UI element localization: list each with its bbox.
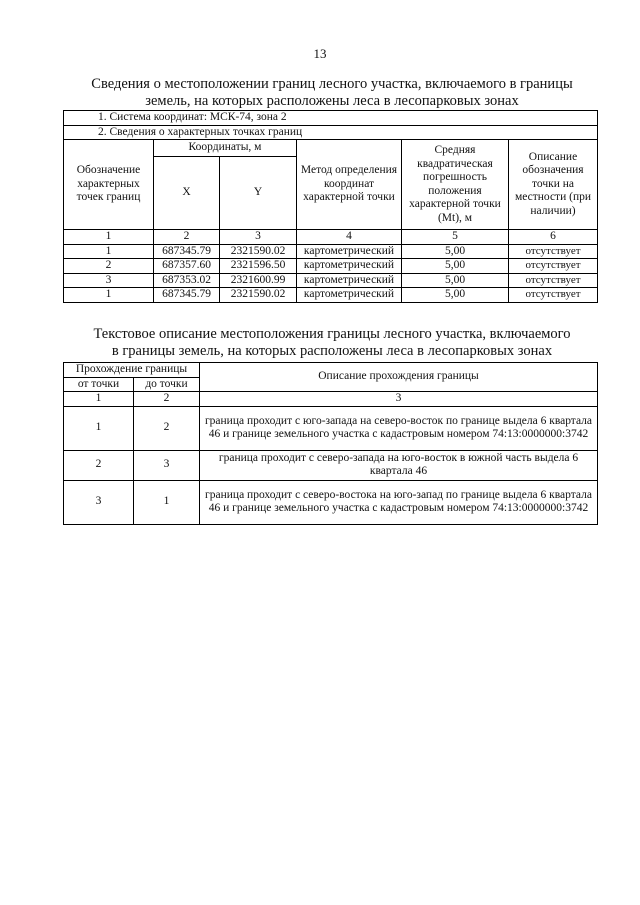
section1-title-line1: Сведения о местоположении границ лесного участка, включаемого в границы	[91, 76, 573, 92]
to-point: 3	[134, 450, 200, 480]
boundary-points-table	[63, 110, 598, 303]
desc-value: отсутствует	[509, 259, 598, 274]
header-coordinates: Координаты, м	[154, 140, 297, 157]
col-number: 1	[64, 230, 154, 245]
table-row	[64, 406, 598, 450]
points-info-row: 2. Сведения о характерных точках границ	[64, 125, 598, 140]
col-number: 5	[402, 230, 509, 245]
table-row	[64, 288, 598, 303]
header-method: Метод определения координат характерной точки	[297, 140, 402, 230]
to-point: 1	[134, 480, 200, 524]
y-value: 2321590.02	[220, 288, 297, 303]
col-number: 4	[297, 230, 402, 245]
from-point: 1	[64, 406, 134, 450]
section2-title-line2: в границы земель, на которых расположены леса в лесопарковых зонах	[111, 343, 553, 359]
coordinate-system-row: 1. Система координат: МСК-74, зона 2	[64, 111, 598, 126]
point-id: 3	[64, 273, 154, 288]
to-point: 2	[134, 406, 200, 450]
method-value: картометрический	[297, 288, 402, 303]
header-from-point: от точки	[64, 377, 134, 392]
method-value: картометрический	[297, 244, 402, 259]
error-value: 5,00	[402, 288, 509, 303]
x-value: 687353.02	[154, 273, 220, 288]
header-passage-description: Описание прохождения границы	[200, 363, 598, 392]
header-x: X	[154, 157, 220, 230]
col-number: 1	[64, 392, 134, 407]
passage-description: граница проходит с северо-запада на юго-восток в южной часть выдела 6 квартала 46	[200, 450, 598, 480]
col-number: 2	[154, 230, 220, 245]
desc-value: отсутствует	[509, 288, 598, 303]
table-row	[64, 273, 598, 288]
header-error: Средняя квадратическая погрешность положения характерной точки (Mt), м	[402, 140, 509, 230]
header-passage: Прохождение границы	[64, 363, 200, 378]
point-id: 1	[64, 288, 154, 303]
table-row	[64, 450, 598, 480]
error-value: 5,00	[402, 244, 509, 259]
col-number: 6	[509, 230, 598, 245]
table-row	[64, 244, 598, 259]
section1-title	[62, 76, 602, 110]
header-description: Описание обозначения точки на местности (при наличии)	[509, 140, 598, 230]
y-value: 2321600.99	[220, 273, 297, 288]
from-point: 2	[64, 450, 134, 480]
column-numbers-row	[64, 392, 598, 407]
error-value: 5,00	[402, 259, 509, 274]
page-number: 13	[313, 46, 327, 61]
point-id: 1	[64, 244, 154, 259]
passage-description: граница проходит с юго-запада на северо-восток по границе выдела 6 квартала 46 и границе земельного участка с кадастровым номером 74:13:0000000:3742	[200, 406, 598, 450]
header-designation: Обозначение характерных точек границ	[64, 140, 154, 230]
desc-value: отсутствует	[509, 244, 598, 259]
header-y: Y	[220, 157, 297, 230]
x-value: 687357.60	[154, 259, 220, 274]
col-number: 3	[200, 392, 598, 407]
section1-title-line2: земель, на которых расположены леса в лесопарковых зонах	[145, 93, 519, 109]
passage-description: граница проходит с северо-востока на юго-запад по границе выдела 6 квартала 46 и границе земельного участка с кадастровым номером 74:13:0000000:3742	[200, 480, 598, 524]
col-number: 2	[134, 392, 200, 407]
point-id: 2	[64, 259, 154, 274]
method-value: картометрический	[297, 273, 402, 288]
error-value: 5,00	[402, 273, 509, 288]
desc-value: отсутствует	[509, 273, 598, 288]
header-to-point: до точки	[134, 377, 200, 392]
col-number: 3	[220, 230, 297, 245]
x-value: 687345.79	[154, 288, 220, 303]
boundary-description-table	[63, 362, 598, 525]
method-value: картометрический	[297, 259, 402, 274]
from-point: 3	[64, 480, 134, 524]
x-value: 687345.79	[154, 244, 220, 259]
table-row	[64, 259, 598, 274]
section2-title	[62, 326, 602, 360]
section2-title-line1: Текстовое описание местоположения границы лесного участка, включаемого	[93, 326, 571, 342]
column-numbers-row	[64, 230, 598, 245]
y-value: 2321596.50	[220, 259, 297, 274]
table-row	[64, 480, 598, 524]
y-value: 2321590.02	[220, 244, 297, 259]
